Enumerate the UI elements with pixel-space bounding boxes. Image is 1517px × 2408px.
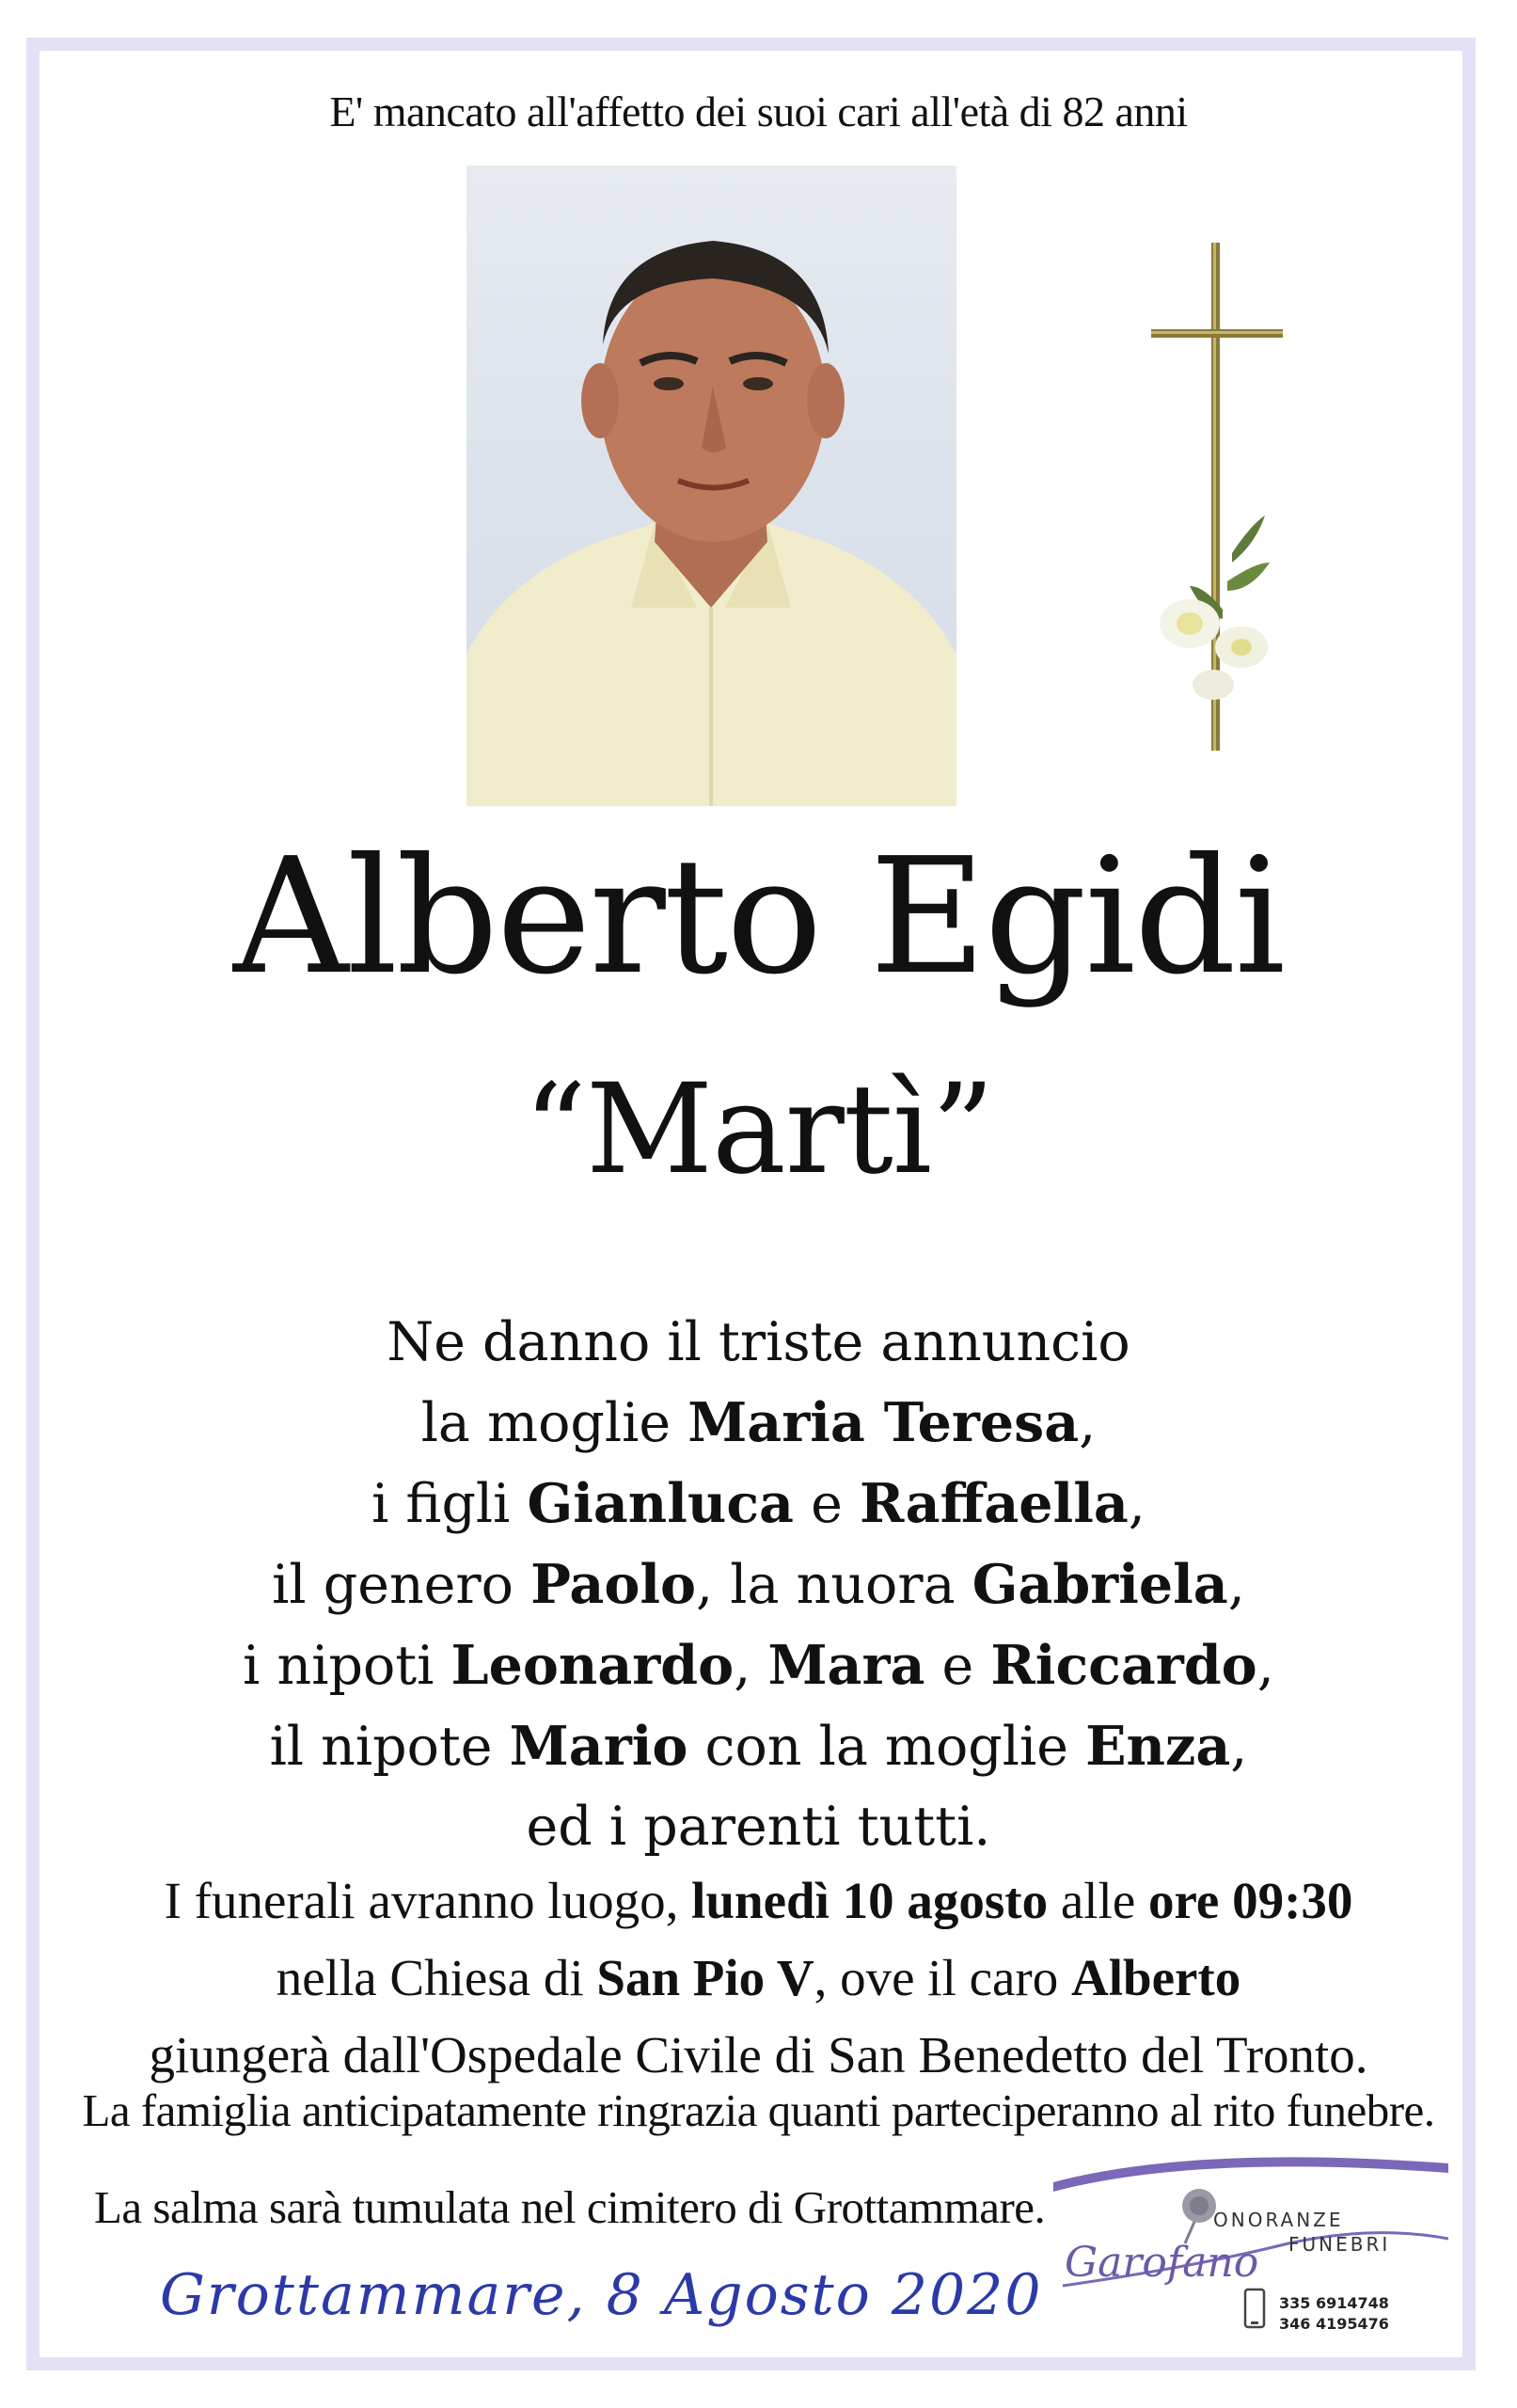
- logo-line-funebri: FUNEBRI: [1288, 2233, 1391, 2256]
- announcement-text: il genero: [272, 1554, 531, 1616]
- announcement-text: i figli: [371, 1473, 528, 1535]
- announcement-text: ,: [1230, 1716, 1248, 1778]
- funeral-details: [56, 1862, 1461, 2094]
- announcement-text: e: [924, 1635, 991, 1697]
- announcement-line: [0, 1706, 1517, 1787]
- phone-icon: [1241, 2288, 1268, 2333]
- announcement-bold-text: Leonardo: [450, 1634, 735, 1697]
- announcement-bold-text: Maria Teresa: [687, 1391, 1080, 1454]
- announcement-bold-text: Raffaella: [859, 1472, 1129, 1535]
- announcement-text: il nipote: [269, 1716, 510, 1778]
- announcement-text: ,: [1128, 1473, 1146, 1535]
- thanks-line: La famiglia anticipatamente ringrazia quanti parteciperanno al rito funebre.: [82, 2084, 1435, 2136]
- announcement-line: [0, 1787, 1517, 1867]
- phone-number-1: 335 6914748: [1279, 2294, 1389, 2312]
- announcement-text: ,: [1227, 1554, 1245, 1616]
- funeral-bold-text: Alberto: [1071, 1949, 1241, 2006]
- announcement-line: [0, 1545, 1517, 1625]
- funeral-home-logo: [1053, 2154, 1448, 2356]
- logo-phones: [1279, 2293, 1389, 2335]
- announcement-text: la moglie: [420, 1392, 688, 1454]
- announcement-bold-text: Paolo: [530, 1553, 697, 1616]
- funeral-text: , ove il caro: [814, 1949, 1072, 2006]
- funeral-line: [56, 1862, 1461, 1940]
- phone-number-2: 346 4195476: [1279, 2315, 1389, 2333]
- announcement-text: Ne danno il triste annuncio: [387, 1311, 1130, 1373]
- funeral-bold-text: ore 09:30: [1147, 1872, 1353, 1929]
- funeral-text: giungerà dall'Ospedale Civile di San Benedetto del Tronto.: [149, 2026, 1368, 2083]
- announcement-block: [0, 1303, 1517, 1867]
- announcement-text: con la moglie: [687, 1716, 1086, 1778]
- place-and-date: Grottammare, 8 Agosto 2020: [160, 2262, 1043, 2328]
- announcement-bold-text: Enza: [1085, 1715, 1231, 1778]
- announcement-line: [0, 1625, 1517, 1706]
- funeral-line: [56, 1940, 1461, 2017]
- announcement-text: ed i parenti tutti.: [526, 1796, 991, 1858]
- logo-line-onoranze: ONORANZE: [1213, 2209, 1344, 2231]
- burial-line: La salma sarà tumulata nel cimitero di Grottammare.: [94, 2181, 1046, 2233]
- funeral-text: nella Chiesa di: [276, 1949, 597, 2006]
- announcement-bold-text: Mara: [767, 1634, 925, 1697]
- portrait-photo: [466, 166, 956, 806]
- deceased-nickname: “Martì”: [523, 1057, 994, 1202]
- announcement-text: ,: [734, 1635, 768, 1697]
- announcement-bold-text: Gabriela: [972, 1553, 1228, 1616]
- cross-with-lily-icon: [1138, 243, 1298, 755]
- announcement-line: [0, 1464, 1517, 1545]
- announcement-text: i nipoti: [243, 1635, 451, 1697]
- announcement-line: [0, 1303, 1517, 1383]
- funeral-text: alle: [1048, 1872, 1148, 1929]
- deceased-name: Alberto Egidi: [232, 824, 1285, 1010]
- announcement-bold-text: Riccardo: [990, 1634, 1257, 1697]
- announcement-bold-text: Gianluca: [527, 1472, 794, 1535]
- logo-brand: Garofano: [1065, 2239, 1259, 2287]
- announcement-line: [0, 1383, 1517, 1464]
- funeral-bold-text: lunedì 10 agosto: [691, 1872, 1049, 1929]
- announcement-text: ,: [1079, 1392, 1097, 1454]
- funeral-text: I funerali avranno luogo,: [164, 1872, 692, 1929]
- announcement-text: e: [793, 1473, 860, 1535]
- announcement-bold-text: Mario: [509, 1715, 688, 1778]
- announcement-text: ,: [1256, 1635, 1274, 1697]
- announcement-text: , la nuora: [696, 1554, 972, 1616]
- age-notice: E' mancato all'affetto dei suoi cari all'età di 82 anni: [329, 87, 1188, 135]
- funeral-line: [56, 2017, 1461, 2094]
- funeral-bold-text: San Pio V: [596, 1949, 814, 2006]
